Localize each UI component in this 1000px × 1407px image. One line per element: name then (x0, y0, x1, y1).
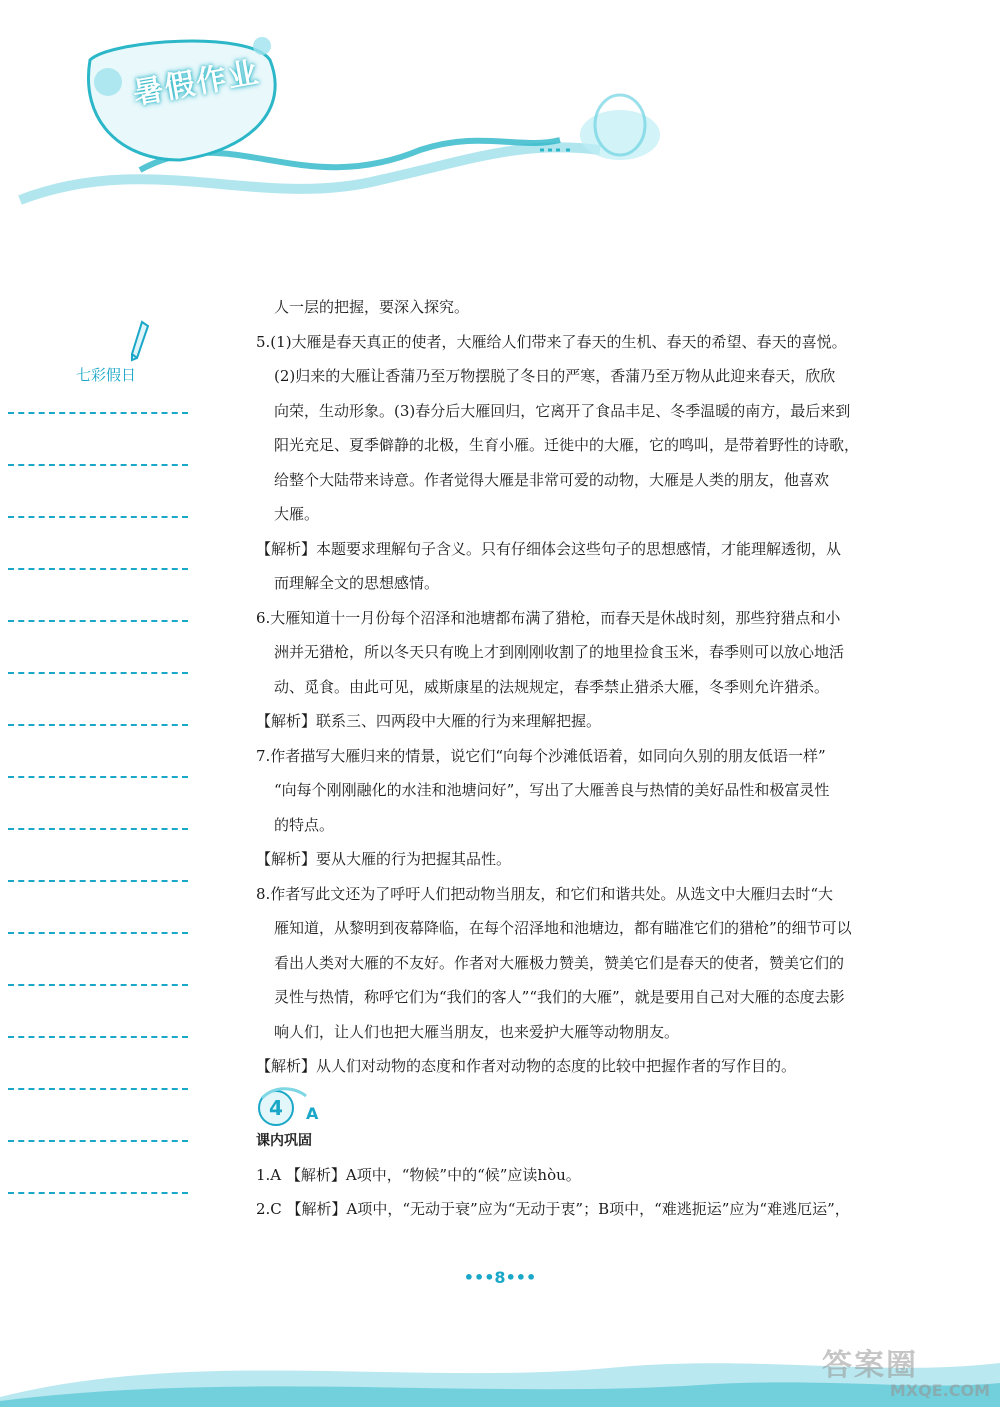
note-line (8, 776, 188, 778)
section-block (256, 1124, 888, 1226)
section-number: 4 (269, 1096, 283, 1120)
text-line: 5.(1)大雁是春天真正的使者，大雁给人们带来了春天的生机、春天的希望、春天的喜悦。 (256, 332, 847, 351)
note-line (8, 412, 188, 414)
page-number: •••8••• (463, 1268, 537, 1287)
analysis-line: 而理解全文的思想感情。 (274, 574, 440, 592)
text-line: 1.A 【解析】A项中，“物候”中的“候”应读hòu。 (256, 1166, 581, 1184)
analysis-line: 【解析】联系三、四两段中大雁的行为来理解把握。 (256, 712, 602, 730)
text-line: (2)归来的大雁让香蒲乃至万物摆脱了冬日的严寒，香蒲乃至万物从此迎来春天，欣欣 (274, 367, 836, 385)
text-line: 向荣，生动形象。(3)春分后大雁回归，它离开了食品丰足、冬季温暖的南方，最后来到 (274, 401, 851, 420)
text-line: 响人们，让人们也把大雁当朋友，也来爱护大雁等动物朋友。 (274, 1022, 680, 1041)
note-line (8, 1036, 188, 1038)
text-line: 洲并无猎枪，所以冬天只有晚上才到刚刚收割了的地里捡食玉米，春季则可以放心地活 (274, 643, 845, 661)
text-line: 雁知道，从黎明到夜幕降临，在每个沼泽地和池塘边，都有瞄准它们的猎枪”的细节可以 (274, 919, 852, 937)
note-line (8, 932, 188, 934)
note-line (8, 1140, 188, 1142)
watermark-text: 答案圈 (822, 1348, 918, 1383)
analysis-line: 【解析】要从大雁的行为把握其品性。 (256, 850, 512, 868)
sidebar-label: 七彩假日 (76, 366, 137, 384)
note-line (8, 464, 188, 466)
text-line: 7.作者描写大雁归来的情景，说它们“向每个沙滩低语着，如同向久别的朋友低语一样” (256, 746, 826, 765)
note-line (8, 1192, 188, 1194)
text-line: 灵性与热情，称呼它们为“我们的客人”“我们的大雁”，就是要用自己对大雁的态度去影 (274, 988, 845, 1006)
text-line: 阳光充足、夏季僻静的北极，生育小雁。迁徙中的大雁，它的鸣叫，是带着野性的诗歌， (274, 436, 860, 454)
answer-content (256, 290, 888, 1084)
text-line: 给整个大陆带来诗意。作者觉得大雁是非常可爱的动物，大雁是人类的朋友，他喜欢 (274, 470, 830, 489)
note-line (8, 1088, 188, 1090)
header-title: 暑假作业 (130, 55, 263, 112)
watermark-logo (822, 1350, 990, 1402)
section-heading: 课内巩固 (256, 1133, 312, 1149)
note-line (8, 724, 188, 726)
header-decoration (0, 0, 1000, 240)
analysis-line: 【解析】从人们对动物的态度和作者对动物的态度的比较中把握作者的写作目的。 (256, 1057, 797, 1075)
text-line: 人一层的把握，要深入探究。 (274, 298, 470, 316)
pen-icon (128, 320, 152, 364)
text-line: 的特点。 (274, 815, 335, 834)
note-line (8, 828, 188, 830)
note-line (8, 880, 188, 882)
note-line (8, 568, 188, 570)
text-line: 看出人类对大雁的不友好。作者对大雁极力赞美，赞美它们是春天的使者，赞美它们的 (274, 953, 845, 972)
text-line: “向每个刚刚融化的水洼和池塘问好”，写出了大雁善良与热情的美好品性和极富灵性 (274, 781, 830, 799)
note-line (8, 516, 188, 518)
text-line: 6.大雁知道十一月份每个沼泽和池塘都布满了猎枪，而春天是休战时刻，那些狩猎点和小 (256, 608, 841, 627)
text-line: 2.C 【解析】A项中，“无动于衰”应为“无动于衷”；B项中，“难逃扼运”应为“难逃厄运”， (256, 1200, 850, 1218)
section-letter: A (306, 1104, 319, 1123)
text-line: 动、觅食。由此可见，威斯康星的法规规定，春季禁止猎杀大雁，冬季则允许猎杀。 (274, 677, 830, 696)
watermark-url: MXQE.COM (889, 1381, 990, 1400)
text-line: 8.作者写此文还为了呼吁人们把动物当朋友，和它们和谐共处。从选文中大雁归去时“大 (256, 884, 833, 903)
analysis-line: 【解析】本题要求理解句子含义。只有仔细体会这些句子的思想感情，才能理解透彻，从 (256, 539, 842, 558)
text-line: 大雁。 (274, 505, 320, 523)
note-line (8, 620, 188, 622)
note-line (8, 672, 188, 674)
note-line (8, 984, 188, 986)
